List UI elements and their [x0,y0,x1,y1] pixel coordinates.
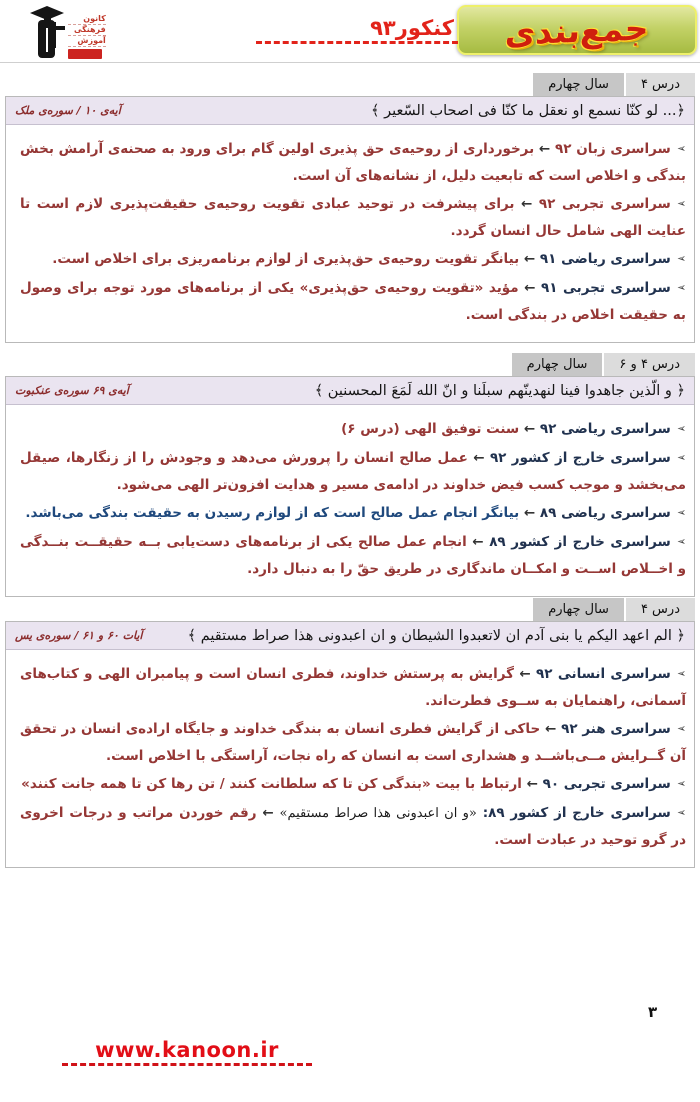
page-number: ۳ [648,1003,658,1021]
text-segment: برخورداری از روحیه‌ی حق پذیری اولین گام برای ورود به صحنه‌ی آرامش بخش بندگی و اخلاص است که تابعیت دلیل، از نشانه‌های آن است. [20,141,686,184]
bullet-arrow-icon: ➢ [676,722,686,735]
exam-label: سراسری تجربی ۹۲ [538,196,671,212]
bullet-arrow-icon: ➢ [676,252,686,265]
bullet-arrow-icon: ➢ [676,451,687,464]
bullet-item [20,246,686,273]
badge-title: جمع‌بندی [504,7,650,53]
tab-lesson: درس ۴ [626,73,695,96]
section-tabs [5,353,695,376]
text-segment: ← [466,534,490,550]
exam-label: سراسری ریاضی ۹۱ [539,251,671,267]
text-segment: ← [519,251,540,267]
bullet-item [20,800,686,853]
jambandi-badge [457,5,697,55]
section-tabs [5,598,695,621]
bullet-item [20,661,686,714]
text-segment: ← [256,805,280,821]
tab-year: سال چهارم [533,73,624,96]
kanoon-logo [26,2,118,62]
text-segment: ← [519,421,540,437]
text-segment: بیانگر انجام عمل صالح است که از لوازم رسیدن به حقیقت بندگی می‌باشد. [25,505,520,521]
verse-reference: آیه‌ی ۱۰ / سوره‌ی ملک [15,104,121,117]
exam-label: سراسری خارج از کشور ۹۲ [489,450,671,466]
text-segment: حاکی از گرایش فطری انسان به بندگی خداوند و جایگاه اراده‌ی انسان در تحقق آن گــرایش مــی‌باشــد و هشداری است به انسان که راه نجات، آراستگی با اخلاص است. [20,721,686,764]
exam-label: سراسری تجربی ۹۰ [542,776,671,792]
text-segment: «و ان اعبدونی هذا صراط مستقیم» [279,806,477,821]
bullet-arrow-icon: ➢ [676,667,686,680]
text-segment: ← [518,280,541,296]
text-segment: ← [521,776,543,792]
exam-label: سراسری زبان ۹۲ [554,141,671,157]
kanoon-link[interactable]: www.kanoon.ir [95,1038,279,1062]
text-segment: ← [467,450,490,466]
verse-reference: آیه‌ی ۶۹ سوره‌ی عنکبوت [15,384,129,397]
exam-label: سراسری خارج از کشور ۸۹: [482,805,671,821]
verse-bar [6,377,694,405]
exam-label: سراسری ریاضی ۹۲ [539,421,671,437]
logo-text-line: کانون [68,14,106,25]
bullet-arrow-icon: ➢ [676,197,686,210]
bullet-item [20,500,686,527]
quran-verse: ﴿ الم اعهد الیکم یا بنی آدم ان لاتعبدوا الشیطان و ان اعبدونی هذا صراط مستقیم ﴾ [187,627,685,644]
text-segment: ← [514,196,539,212]
logo-text-line: فرهنگی [68,25,106,36]
logo-text-line: آموزش [68,36,106,47]
verse-reference: آیات ۶۰ و ۶۱ / سوره‌ی یس [15,629,143,642]
bullet-list [6,405,694,596]
text-segment: ارتباط با بیت «بندگی کن تا که سلطانت کنند / تن رها کن تا همه جانت کنند» [21,776,522,792]
exam-label: سراسری ریاضی ۸۹ [539,505,671,521]
text-segment: سنت توفیق الهی (درس ۶) [341,421,520,437]
header-dashed-line [256,41,458,44]
text-segment: ← [519,505,540,521]
exam-label: سراسری خارج از کشور ۸۹ [489,534,671,550]
section-lesson4-a [5,73,695,343]
bullet-item [20,416,686,443]
bullet-item [20,275,686,328]
text-segment: عمل صالح انسان را پرورش می‌دهد و وجودش را از زنگارها، صیقل می‌بخشد و موجب کسب فیض خداوند در ادامه‌ی مسیر و هدایت افزون‌تر الهی می‌شود. [20,450,686,493]
tab-lesson: درس ۴ و ۶ [604,353,695,376]
graduate-figure-icon [26,2,68,62]
exam-label: سراسری انسانی ۹۲ [536,666,671,682]
tab-year: سال چهارم [533,598,624,621]
bullet-list [6,650,694,867]
text-segment: بیانگر تقویت روحیه‌ی حق‌پذیری از لوازم برنامه‌ریزی برای اخلاص است. [52,251,520,267]
bullet-item [20,771,686,798]
bullet-item [20,445,686,498]
footer-dashed-line [62,1063,312,1066]
exam-label: سراسری هنر ۹۲ [561,721,671,737]
bullet-arrow-icon: ➢ [676,806,687,819]
header-divider [0,62,700,63]
text-segment: گرایش به پرستش خداوند، فطری انسان است و پیامبران الهی و کتاب‌های آسمانی، راهنمایان به ســوی فطرت‌اند. [20,666,686,709]
bullet-list [6,125,694,342]
konkur-title: کنکور۹۳ [370,16,454,40]
footer [62,1038,312,1066]
bullet-arrow-icon: ➢ [676,506,686,519]
bullet-arrow-icon: ➢ [676,777,686,790]
bullet-item [20,191,686,244]
tab-year: سال چهارم [512,353,603,376]
bullet-item [20,136,686,189]
text-segment: ← [513,666,536,682]
bullet-item [20,529,686,582]
tab-lesson: درس ۴ [626,598,695,621]
text-segment: ← [540,721,562,737]
text-segment: انجام عمل صالح یکی از برنامه‌های دست‌یابی بــه حقیقــت بنــدگی و اخــلاص اســت و امکــان ماندگاری در طریق حقّ را به دنبال دارد. [20,534,686,577]
exam-label: سراسری تجربی ۹۱ [540,280,671,296]
logo-red-box [68,49,102,59]
bullet-arrow-icon: ➢ [676,142,686,155]
bullet-item [20,716,686,769]
quran-verse: ﴿... لو کنّا نسمع او نعقل ما کنّا فی اصحاب السّعیر ﴾ [371,102,685,119]
section-tabs [5,73,695,96]
text-segment: ← [534,141,555,157]
text-segment: رقم خوردن مراتب و درجات اخروی در گرو توحید در عبادت است. [20,805,686,848]
verse-bar [6,622,694,650]
text-segment: مؤید «تقویت روحیه‌ی حق‌پذیری» یکی از برنامه‌های مورد توجه برای وصول به حقیقت اخلاص در بندگی است. [20,280,686,323]
verse-bar [6,97,694,125]
section-lesson4-b [5,598,695,868]
text-segment: برای پیشرفت در توحید عبادی تقویت روحیه‌ی حقیقت‌پذیری لازم است تا عنایت الهی شامل حال انسان گردد. [20,196,686,239]
quran-verse: ﴿ و الّذین جاهدوا فینا لنهدینّهم سبلَنا و انّ الله لَمَعَ المحسنین ﴾ [314,382,685,399]
bullet-arrow-icon: ➢ [676,535,686,548]
bullet-arrow-icon: ➢ [676,281,687,294]
bullet-arrow-icon: ➢ [676,422,686,435]
section-lesson4-6 [5,353,695,597]
